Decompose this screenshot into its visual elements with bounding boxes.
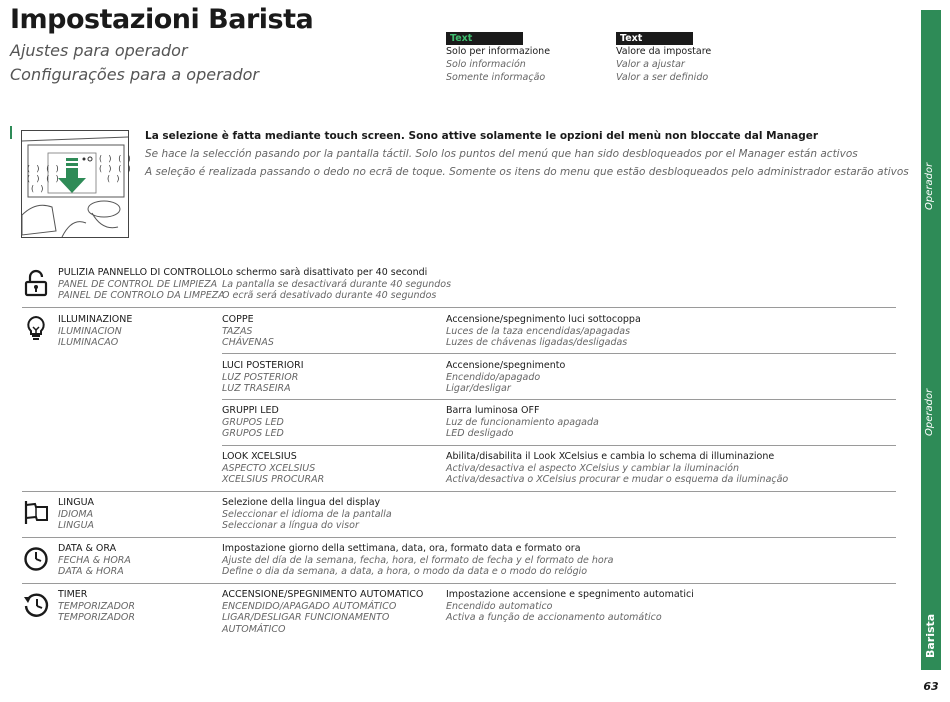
- timer-clock-icon: [23, 592, 49, 618]
- light-bulb-icon: [23, 315, 49, 341]
- pulizia-name: [58, 267, 225, 302]
- data-ora-desc: [222, 543, 613, 578]
- pulizia-name-it: PULIZIA PANNELLO DI CONTROLLO: [58, 267, 223, 278]
- lingua-desc: [222, 497, 392, 532]
- coppe-desc-it: Accensione/spegnimento luci sottocoppa: [446, 314, 641, 325]
- coppe-desc-pt: Luzes de chávenas ligadas/desligadas: [446, 337, 628, 348]
- look-xcelsius-name-it: LOOK XCELSIUS: [222, 451, 297, 462]
- timer-sub-name-pt-cont: AUTOMÁTICO: [222, 623, 286, 635]
- lingua-name-es: IDIOMA: [58, 508, 94, 520]
- pulizia-desc: [222, 267, 451, 302]
- illuminazione-name-es: ILUMINACION: [58, 325, 122, 337]
- lingua-desc-es: Seleccionar el idioma de la pantalla: [222, 508, 392, 520]
- gruppi-led-desc-pt: LED desligado: [446, 428, 514, 439]
- pulizia-desc-es: La pantalla se desactivará durante 40 segundos: [222, 278, 452, 290]
- timer-sub-name-it: ACCENSIONE/SPEGNIMENTO AUTOMATICO: [222, 589, 424, 600]
- page-subtitle-es: Ajustes para operador: [10, 41, 188, 60]
- timer-sub-name: [222, 589, 423, 635]
- illuminazione-name-it: ILLUMINAZIONE: [58, 314, 133, 325]
- svg-text:( ) ( ): ( ) ( ): [26, 174, 60, 183]
- clock-icon: [23, 546, 49, 572]
- gruppi-led-desc-es: Luz de funcionamiento apagada: [446, 416, 599, 428]
- timer-desc-pt: Activa a função de accionamento automático: [446, 612, 662, 623]
- pulizia-desc-pt: O ecrã será desativado durante 40 segundos: [222, 290, 437, 301]
- row-divider: [22, 583, 896, 584]
- sidebar-section-barista: Barista: [924, 613, 937, 658]
- coppe-name-pt: CHÁVENAS: [222, 337, 274, 348]
- touch-screen-illustration: [21, 130, 132, 238]
- unlock-icon: [23, 270, 49, 296]
- data-ora-name-it: DATA & ORA: [58, 543, 117, 554]
- pulizia-desc-it: Lo schermo sarà disattivato per 40 secondi: [222, 267, 428, 278]
- legend-info-pt: Somente informação: [446, 72, 546, 83]
- legend-value-es: Valor a ajustar: [616, 59, 685, 70]
- sidebar-label-operador-1: Operador: [924, 162, 935, 210]
- intro-text-es: Se hace la selección pasando por la pantalla táctil. Solo los puntos del menú que han sido desbloqueados por el Manager están activos: [145, 148, 858, 160]
- intro-marker: [10, 126, 12, 139]
- timer-name-it: TIMER: [58, 589, 88, 600]
- gruppi-led-name-es: GRUPOS LED: [222, 416, 284, 428]
- page-subtitle-pt: Configurações para a operador: [10, 65, 259, 84]
- row-divider: [22, 491, 896, 492]
- look-xcelsius-name-es: ASPECTO XCELSIUS: [222, 462, 316, 474]
- row-divider: [22, 307, 896, 308]
- svg-text:( ) ( ): ( ) ( ): [98, 154, 132, 163]
- svg-text:( ) ( ): ( ) ( ): [98, 164, 132, 173]
- page-title: Impostazioni Barista: [10, 4, 314, 35]
- sub-divider: [222, 445, 896, 446]
- luci-posteriori-name-it: LUCI POSTERIORI: [222, 360, 304, 371]
- intro-text-pt: A seleção é realizada passando o dedo no ecrã de toque. Somente os itens do menu que estão desbloqueados pelo administrador estarão ativos: [145, 166, 909, 178]
- legend-value-pt: Valor a ser definido: [616, 72, 709, 83]
- section-sidebar: [921, 10, 941, 670]
- legend-info-es: Solo información: [446, 59, 526, 70]
- pulizia-name-es: PANEL DE CONTROL DE LIMPIEZA: [58, 278, 218, 290]
- sub-divider: [222, 353, 896, 354]
- luci-posteriori-name: [222, 360, 304, 395]
- legend-info: [446, 32, 550, 84]
- data-ora-name: [58, 543, 131, 578]
- svg-text:( ) ( ): ( ) ( ): [26, 164, 60, 173]
- timer-desc-it: Impostazione accensione e spegnimento automatici: [446, 589, 694, 600]
- timer-desc: [446, 589, 694, 624]
- lingua-name-pt: LINGUA: [58, 520, 95, 531]
- gruppi-led-name-it: GRUPPI LED: [222, 405, 279, 416]
- touch-screen-icon: [22, 131, 132, 237]
- illuminazione-name: [58, 314, 132, 349]
- gruppi-led-name-pt: GRUPOS LED: [222, 428, 284, 439]
- luci-posteriori-desc: [446, 360, 565, 395]
- language-flag-icon: [23, 499, 49, 525]
- look-xcelsius-desc-es: Activa/desactiva el aspecto XCelsius y cambiar la iluminación: [446, 462, 739, 474]
- data-ora-desc-pt: Define o dia da semana, a data, a hora, o modo da data e o modo do relógio: [222, 566, 588, 577]
- look-xcelsius-name: [222, 451, 324, 486]
- gruppi-led-desc-it: Barra luminosa OFF: [446, 405, 540, 416]
- coppe-name-es: TAZAS: [222, 325, 253, 337]
- sub-divider: [222, 399, 896, 400]
- coppe-name: [222, 314, 274, 349]
- sidebar-label-operador-2: Operador: [924, 388, 935, 436]
- svg-text:( ): ( ): [30, 184, 45, 193]
- luci-posteriori-desc-es: Encendido/apagado: [446, 371, 541, 383]
- illuminazione-name-pt: ILUMINACAO: [58, 337, 119, 348]
- timer-name: [58, 589, 135, 624]
- luci-posteriori-name-es: LUZ POSTERIOR: [222, 371, 299, 383]
- look-xcelsius-name-pt: XCELSIUS PROCURAR: [222, 474, 325, 485]
- pulizia-name-pt: PAINEL DE CONTROLO DA LIMPEZA: [58, 290, 225, 301]
- look-xcelsius-desc: [446, 451, 788, 486]
- lingua-name: [58, 497, 94, 532]
- legend-value-it: Valore da impostare: [616, 46, 712, 57]
- timer-sub-name-pt: LIGAR/DESLIGAR FUNCIONAMENTO: [222, 612, 390, 623]
- coppe-desc: [446, 314, 641, 349]
- page-number: 63: [923, 680, 939, 693]
- luci-posteriori-desc-pt: Ligar/desligar: [446, 383, 511, 394]
- legend-value: [616, 32, 711, 84]
- data-ora-name-es: FECHA & HORA: [58, 554, 131, 566]
- lingua-desc-pt: Seleccionar a língua do visor: [222, 520, 359, 531]
- svg-text:( ): ( ): [106, 174, 121, 183]
- legend-info-tag: Text: [446, 32, 523, 45]
- luci-posteriori-name-pt: LUZ TRASEIRA: [222, 383, 291, 394]
- look-xcelsius-desc-it: Abilita/disabilita il Look XCelsius e cambia lo schema di illuminazione: [446, 451, 775, 462]
- timer-sub-name-es: ENCENDIDO/APAGADO AUTOMÁTICO: [222, 600, 397, 612]
- timer-name-es: TEMPORIZADOR: [58, 600, 136, 612]
- timer-desc-es: Encendido automatico: [446, 600, 553, 612]
- coppe-name-it: COPPE: [222, 314, 254, 325]
- data-ora-desc-es: Ajuste del día de la semana, fecha, hora, el formato de fecha y el formato de hora: [222, 554, 614, 566]
- row-divider: [22, 537, 896, 538]
- intro-text-it: La selezione è fatta mediante touch screen. Sono attive solamente le opzioni del menù non bloccate dal Manager: [145, 130, 819, 142]
- gruppi-led-name: [222, 405, 284, 440]
- look-xcelsius-desc-pt: Activa/desactiva o XCelsius procurar e mudar o esquema da iluminação: [446, 474, 789, 485]
- lingua-desc-it: Selezione della lingua del display: [222, 497, 381, 508]
- lingua-name-it: LINGUA: [58, 497, 95, 508]
- gruppi-led-desc: [446, 405, 599, 440]
- data-ora-desc-it: Impostazione giorno della settimana, data, ora, formato data e formato ora: [222, 543, 581, 554]
- legend-info-it: Solo per informazione: [446, 46, 551, 57]
- luci-posteriori-desc-it: Accensione/spegnimento: [446, 360, 566, 371]
- data-ora-name-pt: DATA & HORA: [58, 566, 124, 577]
- timer-name-pt: TEMPORIZADOR: [58, 612, 136, 623]
- coppe-desc-es: Luces de la taza encendidas/apagadas: [446, 325, 631, 337]
- legend-value-tag: Text: [616, 32, 693, 45]
